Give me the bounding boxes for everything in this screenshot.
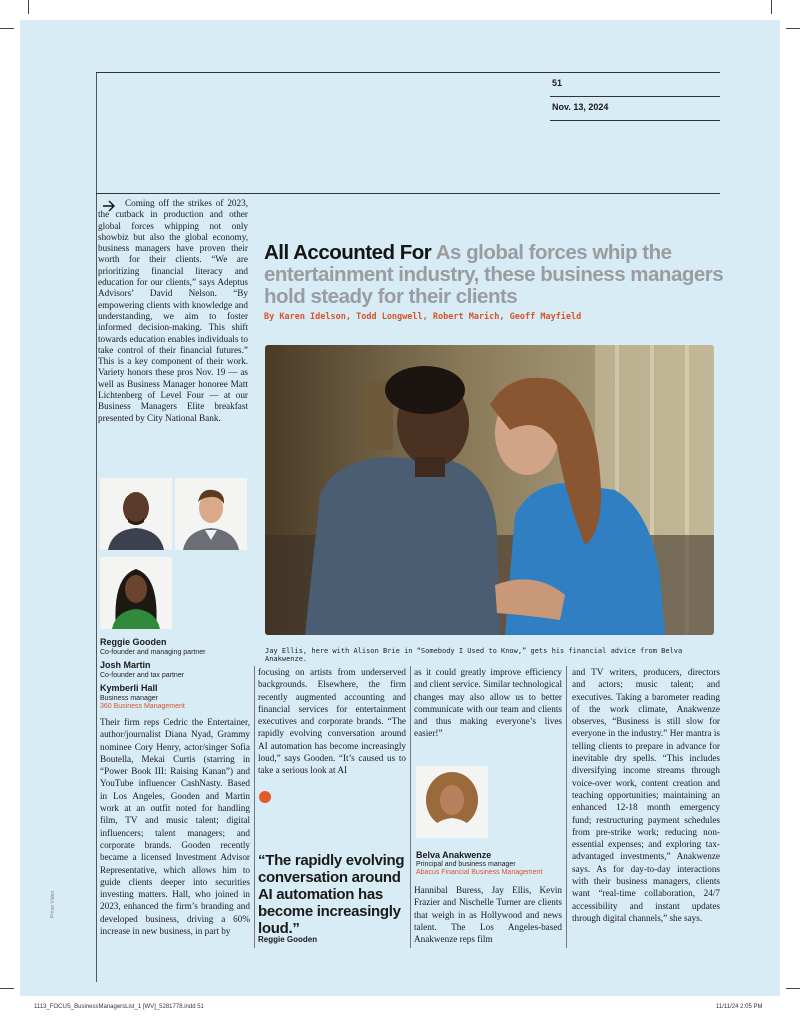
feature-photo <box>265 345 714 635</box>
intro-text-block <box>98 198 248 424</box>
pull-quote: “The rapidly evolving conversation around AI automation has become increasingly loud.” <box>258 852 405 937</box>
crop-mark <box>771 0 772 14</box>
crop-mark <box>0 988 14 989</box>
section-rule <box>96 193 720 194</box>
body-paragraph: as it could greatly improve efficiency and client service. Similar technological changes may also allow us to better communicate with our team and clients and thus making everyone’s lives easier!” <box>414 667 562 739</box>
body-paragraph: Their firm reps Cedric the Entertainer, author/journalist Diana Nyad, Grammy nominee Cory Henry, actor/singer Sofia Boutella, Mekai Curtis (starring in “Power Book III: Raising Kanan”) and YouTube influencer CashNasty. Based in Los Angeles, Gooden and Martin work at an outfit noted for handling film, TV and music talent; digital influencers; talent managers; and corporate brands. Gooden recently became a licensed Investment Advisor Representative, which allows him to guide clients deeper into securities investing matters. Hall, who joined in 2023, enhanced the firm’s branding and developed business, driving a 60% increase in new business, in part by <box>100 717 250 937</box>
magazine-page <box>20 20 780 996</box>
profile-title-hall: Business manager <box>100 695 158 702</box>
profile-name-martin: Josh Martin <box>100 660 151 670</box>
crop-mark <box>28 0 29 14</box>
body-column-2 <box>258 666 406 777</box>
profile-name-gooden: Reggie Gooden <box>100 637 167 647</box>
portrait-kymberli-hall <box>100 557 172 629</box>
crop-mark <box>786 28 800 29</box>
intro-paragraph: Coming off the strikes of 2023, the cutback in production and other global forces whipping not only showbiz but also the global economy, business managers have proven their worth for their clients. “We are prioritizing financial literacy and education for our clients,” says Adeptus Advisors’ David Nelson. “By empowering clients with knowledge and understanding, we aim to foster informed decision-making. This shift towards education enables individuals to take control of their financial futures.” This is a key component of their work. Variety honors these pros Nov. 19 — as well as Business Manager honoree Matt Lichtenberg of Level Four — at our Business Managers Elite breakfast presented by City National Bank. <box>98 198 248 423</box>
date-rule <box>550 96 720 97</box>
profile-firm-anakwenze: Abacus Financial Business Management <box>416 869 543 876</box>
date-rule <box>550 120 720 121</box>
profile-title-gooden: Co-founder and managing partner <box>100 649 206 656</box>
headline-lead: All Accounted For <box>264 241 432 264</box>
portrait-reggie-gooden <box>100 478 172 550</box>
crop-mark <box>786 988 800 989</box>
photo-caption: Jay Ellis, here with Alison Brie in “Somebody I Used to Know,” gets his financial advice from Belva Anakwenze. <box>265 647 683 663</box>
profile-name-anakwenze: Belva Anakwenze <box>416 850 492 860</box>
arrow-right-icon <box>102 200 116 212</box>
accent-dot <box>259 791 271 803</box>
body-paragraph: and TV writers, producers, directors and actors; music talent; and executives. Taking a barometer reading of the work climate, Anakwenze observes, “Business is still slow for everyone in the industry.” Her mantra is telling clients to prepare in advance for inevitable dry spells. “This includes diversifying income streams through voice-over work, content creation and teaching opportunities; maintaining an enhanced 12-18 month emergency fund; restructuring payment schedules from pre-strike work; reducing non-essential expenses; and exploring tax-advantaged investments,” Anakwenze says. As for day-to-day interactions with their business managers, clients want “real-time collaboration, 24/7 accessibility and instant updates through digital channels,” she says. <box>572 667 720 923</box>
issue-date: Nov. 13, 2024 <box>552 102 609 112</box>
left-rule <box>96 72 97 982</box>
profile-name-hall: Kymberli Hall <box>100 683 158 693</box>
body-column-3-top <box>414 666 562 740</box>
crop-mark <box>0 28 14 29</box>
profile-title-anakwenze: Principal and business manager <box>416 861 516 868</box>
body-column-4 <box>572 666 720 924</box>
byline: By Karen Idelson, Todd Longwell, Robert Marich, Geoff Mayfield <box>264 312 582 322</box>
profile-firm-hall: 360 Business Management <box>100 703 185 710</box>
column-rule <box>410 666 411 948</box>
portrait-josh-martin <box>175 478 247 550</box>
page-number: 51 <box>552 78 563 88</box>
headline-dek: As global forces whip the entertainment industry, these business managers hold steady for their clients <box>264 241 724 308</box>
column-rule <box>566 666 567 948</box>
file-slug: 1113_FOCUS_BusinessManagersList_1 [WV]_5281778.indd 51 <box>34 1004 204 1010</box>
body-paragraph: focusing on artists from underserved backgrounds. Elsewhere, the firm recently augmented accounting and financial services for entertainment executives and corporate brands. “The rapidly evolving conversation around AI automation has become increasingly loud,” says Gooden. “It’s caused us to take a serious look at AI <box>258 667 406 776</box>
headline <box>264 242 734 308</box>
portrait-belva-anakwenze <box>416 766 488 838</box>
column-rule <box>254 666 255 948</box>
print-timestamp: 11/11/24 2:05 PM <box>716 1004 763 1010</box>
photo-credit: Prime Video <box>50 890 56 918</box>
profile-title-martin: Co-founder and tax partner <box>100 672 185 679</box>
top-rule <box>96 72 720 73</box>
pull-quote-attribution: Reggie Gooden <box>258 935 318 944</box>
body-paragraph: Hannibal Buress, Jay Ellis, Kevin Frazier and Nischelle Turner are clients that weigh in as Hollywood and news talent. The Los Angeles-based Anakwenze reps film <box>414 885 562 945</box>
body-column-1 <box>100 716 250 937</box>
body-column-3-bottom <box>414 884 562 945</box>
